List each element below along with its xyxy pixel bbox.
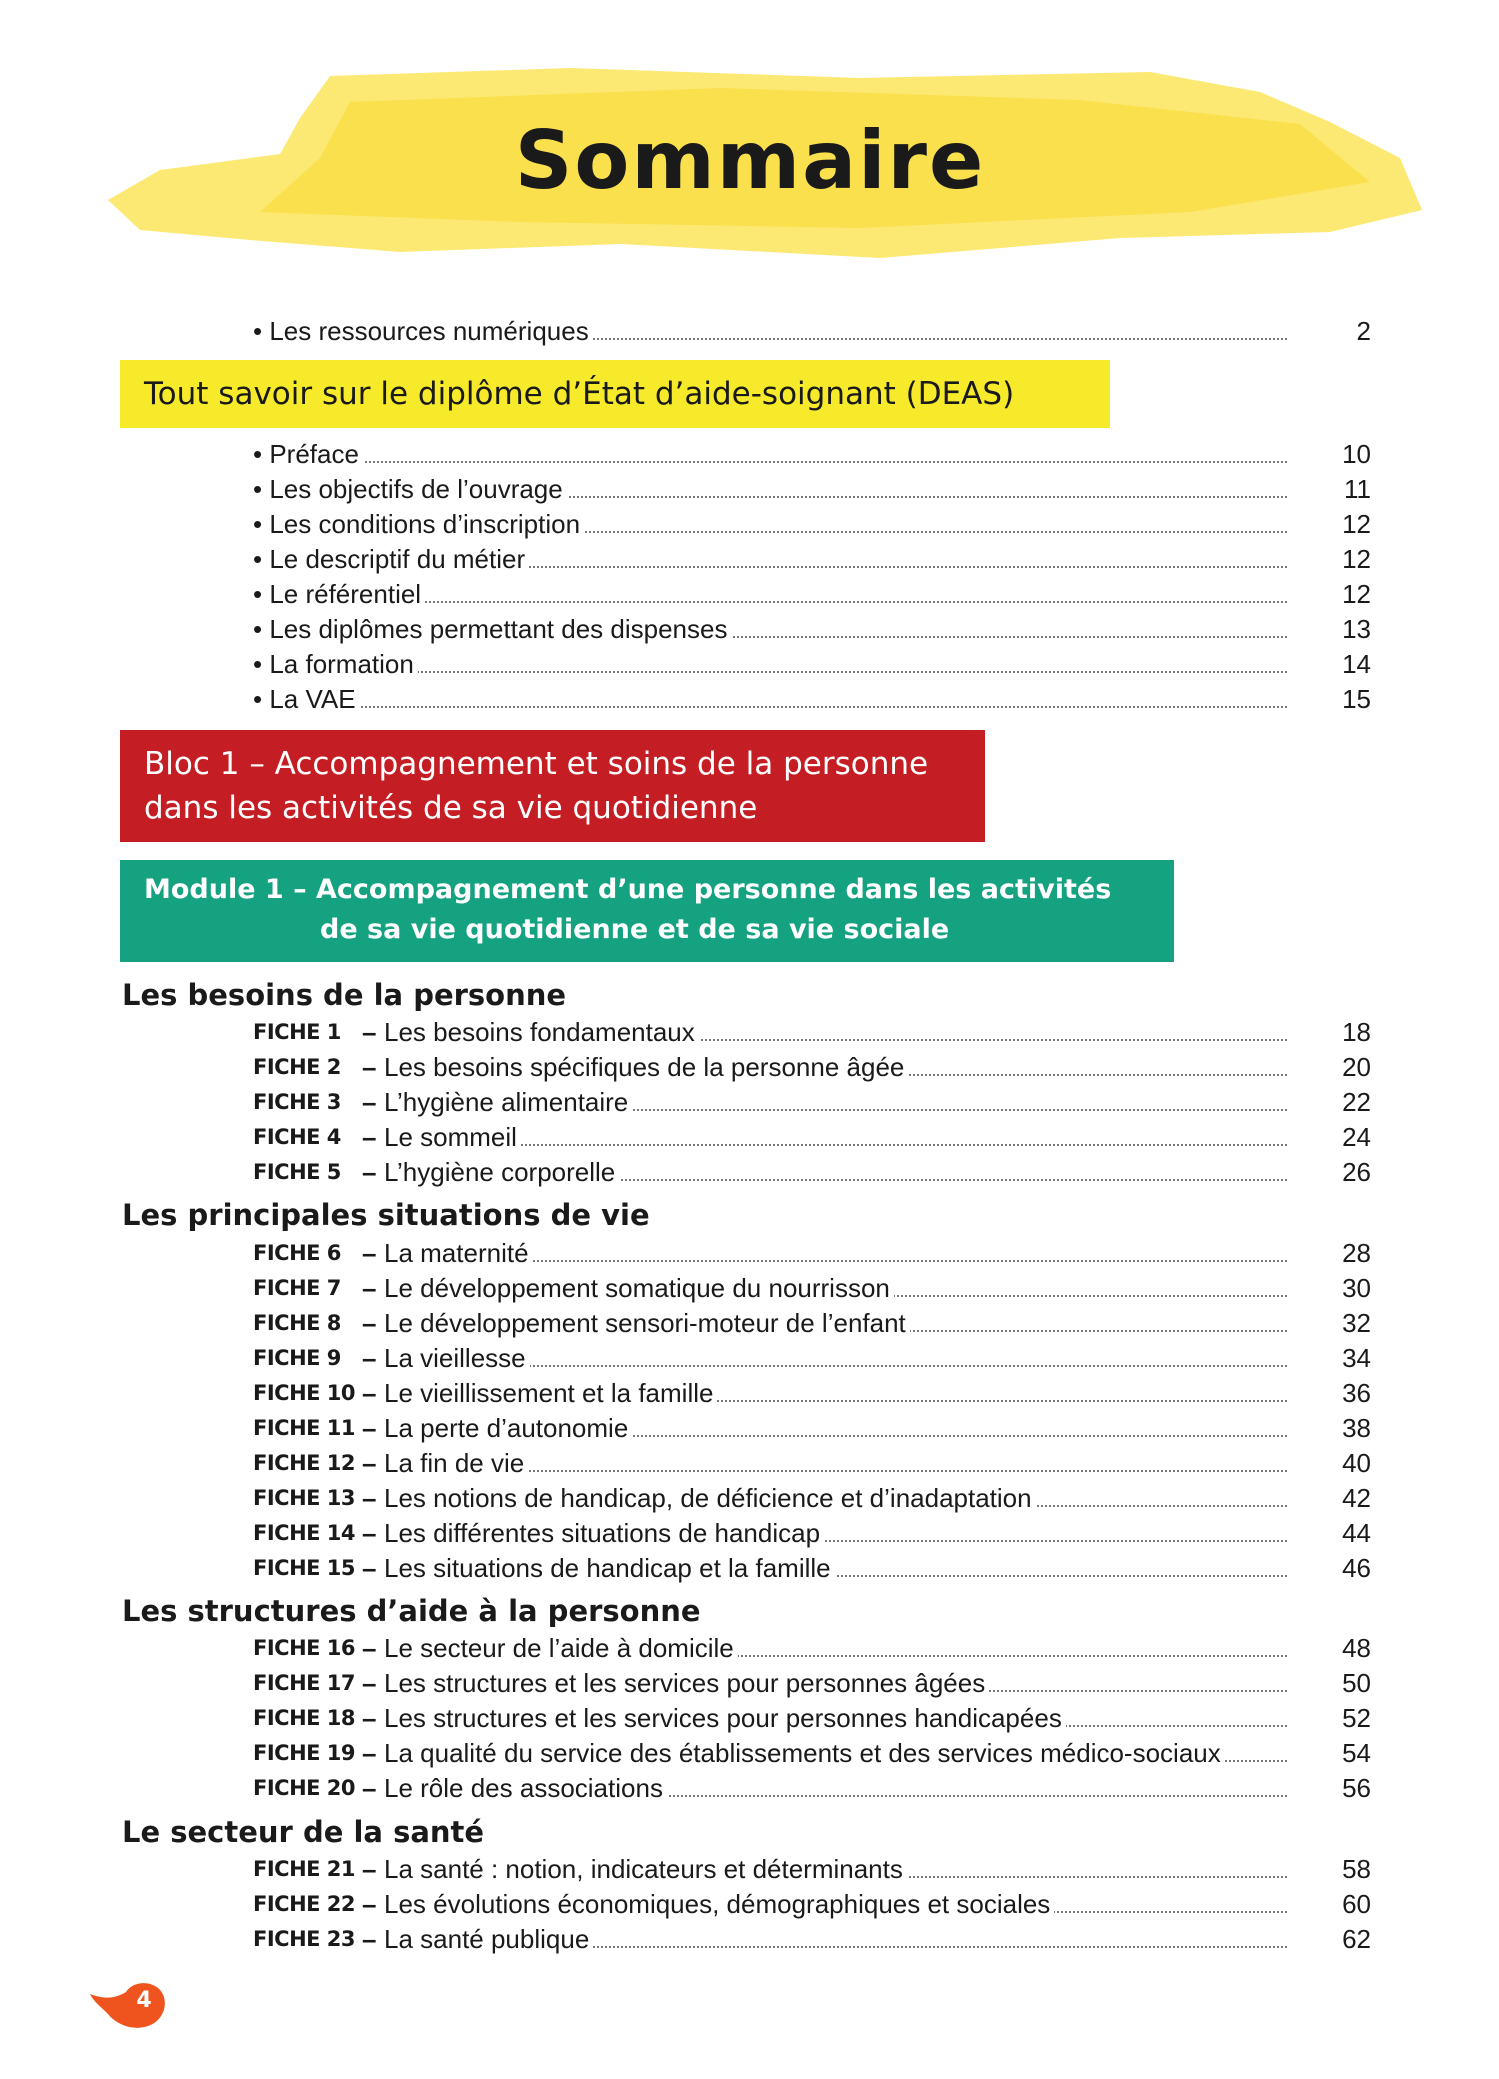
page-number: 58: [1342, 1854, 1371, 1884]
entry-title: • Les objectifs de l’ouvrage: [253, 472, 567, 506]
entry-title: Le sommeil: [384, 1120, 521, 1154]
toc-entry[interactable]: [0, 472, 1499, 506]
toc-entry[interactable]: [0, 647, 1499, 681]
fiche-label: FICHE 14: [253, 1521, 356, 1545]
dash-separator: –: [362, 1238, 377, 1268]
toc-entry[interactable]: [0, 1236, 1499, 1270]
section-heading: Le secteur de la santé: [122, 1815, 485, 1849]
entry-title: Les évolutions économiques, démographiques et sociales: [384, 1887, 1054, 1921]
page-number: 38: [1342, 1413, 1371, 1443]
dash-separator: –: [362, 1703, 377, 1733]
page-number: 34: [1342, 1343, 1371, 1373]
entry-title: Les besoins fondamentaux: [384, 1015, 699, 1049]
fiche-label: FICHE 7: [253, 1276, 341, 1300]
entry-title: La perte d’autonomie: [384, 1411, 632, 1445]
page-number: 13: [1342, 614, 1371, 644]
entry-title: Le vieillissement et la famille: [384, 1376, 717, 1410]
page-number: 32: [1342, 1308, 1371, 1338]
dash-separator: –: [362, 1087, 377, 1117]
fiche-label: FICHE 11: [253, 1416, 356, 1440]
page-number: 40: [1342, 1448, 1371, 1478]
fiche-label: FICHE 8: [253, 1311, 341, 1335]
entry-title: • Le descriptif du métier: [253, 542, 529, 576]
fiche-label: FICHE 12: [253, 1451, 356, 1475]
dash-separator: –: [362, 1483, 377, 1513]
entry-title: • Le référentiel: [253, 577, 425, 611]
page-number: 14: [1342, 649, 1371, 679]
entry-title: La santé : notion, indicateurs et déterminants: [384, 1852, 907, 1886]
dash-separator: –: [362, 1773, 377, 1803]
entry-title: • Les diplômes permettant des dispenses: [253, 612, 731, 646]
entry-title: La qualité du service des établissements et des services médico-sociaux: [384, 1736, 1225, 1770]
dot-leader: [390, 1144, 1287, 1146]
entry-title: Les différentes situations de handicap: [384, 1516, 824, 1550]
entry-title: Le développement sensori-moteur de l’enfant: [384, 1306, 910, 1340]
toc-entry[interactable]: [0, 1306, 1499, 1340]
toc-entry[interactable]: [0, 612, 1499, 646]
entry-title: La fin de vie: [384, 1446, 528, 1480]
fiche-label: FICHE 6: [253, 1241, 341, 1265]
toc-entry[interactable]: [0, 1701, 1499, 1735]
toc-entry[interactable]: [0, 542, 1499, 576]
entry-title: L’hygiène corporelle: [384, 1155, 619, 1189]
band-title-line-1: Bloc 1 – Accompagnement et soins de la personne: [144, 746, 929, 782]
entry-title: • Les ressources numériques: [253, 314, 593, 348]
dash-separator: –: [362, 1518, 377, 1548]
band-title-line-2: dans les activités de sa vie quotidienne: [144, 790, 758, 826]
dash-separator: –: [362, 1157, 377, 1187]
toc-entry[interactable]: [0, 1120, 1499, 1154]
toc-entry[interactable]: [0, 1631, 1499, 1665]
entry-title: Les structures et les services pour personnes handicapées: [384, 1701, 1066, 1735]
entry-title: Les situations de handicap et la famille: [384, 1551, 835, 1585]
page-number: 22: [1342, 1087, 1371, 1117]
fiche-label: FICHE 16: [253, 1636, 356, 1660]
fiche-label: FICHE 9: [253, 1346, 341, 1370]
page-number: 10: [1342, 439, 1371, 469]
toc-entry[interactable]: [0, 1481, 1499, 1515]
page-number: 46: [1342, 1553, 1371, 1583]
dot-leader: [260, 461, 1287, 463]
toc-entry[interactable]: [0, 1887, 1499, 1921]
dash-separator: –: [362, 1738, 377, 1768]
fiche-label: FICHE 2: [253, 1055, 341, 1079]
toc-entry[interactable]: [0, 1516, 1499, 1550]
page-number: 12: [1342, 509, 1371, 539]
toc-entry[interactable]: [0, 1085, 1499, 1119]
section-band-deas: [120, 360, 1110, 428]
fiche-label: FICHE 5: [253, 1160, 341, 1184]
page-number: 56: [1342, 1773, 1371, 1803]
page-number-badge: [86, 1974, 176, 2034]
dash-separator: –: [362, 1343, 377, 1373]
page-number: 2: [1356, 316, 1371, 346]
page-number: 12: [1342, 579, 1371, 609]
dash-separator: –: [362, 1924, 377, 1954]
fiche-label: FICHE 20: [253, 1776, 356, 1800]
toc-entry[interactable]: [0, 1411, 1499, 1445]
page-number: 28: [1342, 1238, 1371, 1268]
entry-title: Le secteur de l’aide à domicile: [384, 1631, 738, 1665]
fiche-label: FICHE 10: [253, 1381, 356, 1405]
entry-title: Le développement somatique du nourrisson: [384, 1271, 894, 1305]
toc-entry[interactable]: [0, 1922, 1499, 1956]
section-band-bloc-1: [120, 730, 985, 842]
dash-separator: –: [362, 1633, 377, 1663]
page-number: 60: [1342, 1889, 1371, 1919]
toc-entry[interactable]: [0, 577, 1499, 611]
dash-separator: –: [362, 1273, 377, 1303]
band-title-line-1: Module 1 – Accompagnement d’une personne dans les activités: [144, 874, 1112, 905]
page-number: 11: [1344, 474, 1371, 504]
section-heading: Les structures d’aide à la personne: [122, 1594, 701, 1628]
dash-separator: –: [362, 1553, 377, 1583]
toc-entry[interactable]: [0, 1376, 1499, 1410]
entry-title: Les notions de handicap, de déficience et d’inadaptation: [384, 1481, 1036, 1515]
page-number: 48: [1342, 1633, 1371, 1663]
dash-separator: –: [362, 1017, 377, 1047]
toc-entry[interactable]: [0, 1271, 1499, 1305]
page-number-label: 4: [136, 1988, 152, 2013]
toc-entry[interactable]: [0, 1050, 1499, 1084]
band-title-line-2: de sa vie quotidienne et de sa vie sociale: [320, 914, 950, 945]
page-number: 42: [1342, 1483, 1371, 1513]
band-title: Tout savoir sur le diplôme d’État d’aide-soignant (DEAS): [144, 376, 1015, 412]
fiche-label: FICHE 17: [253, 1671, 356, 1695]
toc-entry[interactable]: [0, 507, 1499, 541]
dash-separator: –: [362, 1448, 377, 1478]
entry-title: La maternité: [384, 1236, 533, 1270]
fiche-label: FICHE 22: [253, 1892, 356, 1916]
toc-entry[interactable]: [0, 437, 1499, 471]
page-number: 20: [1342, 1052, 1371, 1082]
page-number: 36: [1342, 1378, 1371, 1408]
entry-title: La vieillesse: [384, 1341, 530, 1375]
toc-entry[interactable]: [0, 1771, 1499, 1805]
toc-entry[interactable]: [0, 1736, 1499, 1770]
toc-entry[interactable]: [0, 1341, 1499, 1375]
entry-title: • La formation: [253, 647, 418, 681]
toc-entry-intro[interactable]: [0, 314, 1499, 348]
dot-leader: [260, 706, 1287, 708]
page-number: 52: [1342, 1703, 1371, 1733]
dash-separator: –: [362, 1413, 377, 1443]
dash-separator: –: [362, 1378, 377, 1408]
entry-title: • La VAE: [253, 682, 360, 716]
toc-entry[interactable]: [0, 1852, 1499, 1886]
title-banner: [100, 62, 1430, 262]
section-heading: Les principales situations de vie: [122, 1198, 650, 1232]
entry-title: • Les conditions d’inscription: [253, 507, 584, 541]
fiche-label: FICHE 1: [253, 1020, 341, 1044]
fiche-label: FICHE 4: [253, 1125, 341, 1149]
page-number: 26: [1342, 1157, 1371, 1187]
toc-entry[interactable]: [0, 1015, 1499, 1049]
page-number: 24: [1342, 1122, 1371, 1152]
section-heading: Les besoins de la personne: [122, 978, 567, 1012]
page-title: Sommaire: [514, 114, 986, 207]
toc-entry[interactable]: [0, 682, 1499, 716]
page-number: 12: [1342, 544, 1371, 574]
page-number: 62: [1342, 1924, 1371, 1954]
section-band-module-1: [120, 860, 1174, 962]
dash-separator: –: [362, 1854, 377, 1884]
fiche-label: FICHE 13: [253, 1486, 356, 1510]
fiche-label: FICHE 15: [253, 1556, 356, 1580]
toc-entry[interactable]: [0, 1551, 1499, 1585]
dash-separator: –: [362, 1122, 377, 1152]
fiche-label: FICHE 21: [253, 1857, 356, 1881]
entry-title: Les structures et les services pour personnes âgées: [384, 1666, 989, 1700]
fiche-label: FICHE 3: [253, 1090, 341, 1114]
page-number: 15: [1342, 684, 1371, 714]
fiche-label: FICHE 18: [253, 1706, 356, 1730]
entry-title: Le rôle des associations: [384, 1771, 667, 1805]
toc-entry[interactable]: [0, 1666, 1499, 1700]
entry-title: Les besoins spécifiques de la personne âgée: [384, 1050, 908, 1084]
dash-separator: –: [362, 1052, 377, 1082]
page-number: 18: [1342, 1017, 1371, 1047]
entry-title: • Préface: [253, 437, 363, 471]
dash-separator: –: [362, 1889, 377, 1919]
entry-title: La santé publique: [384, 1922, 593, 1956]
fiche-label: FICHE 19: [253, 1741, 356, 1765]
dash-separator: –: [362, 1668, 377, 1698]
dash-separator: –: [362, 1308, 377, 1338]
toc-entry[interactable]: [0, 1155, 1499, 1189]
page-number: 44: [1342, 1518, 1371, 1548]
page-number: 30: [1342, 1273, 1371, 1303]
toc-entry[interactable]: [0, 1446, 1499, 1480]
fiche-label: FICHE 23: [253, 1927, 356, 1951]
entry-title: L’hygiène alimentaire: [384, 1085, 632, 1119]
page-number: 54: [1342, 1738, 1371, 1768]
page-number: 50: [1342, 1668, 1371, 1698]
